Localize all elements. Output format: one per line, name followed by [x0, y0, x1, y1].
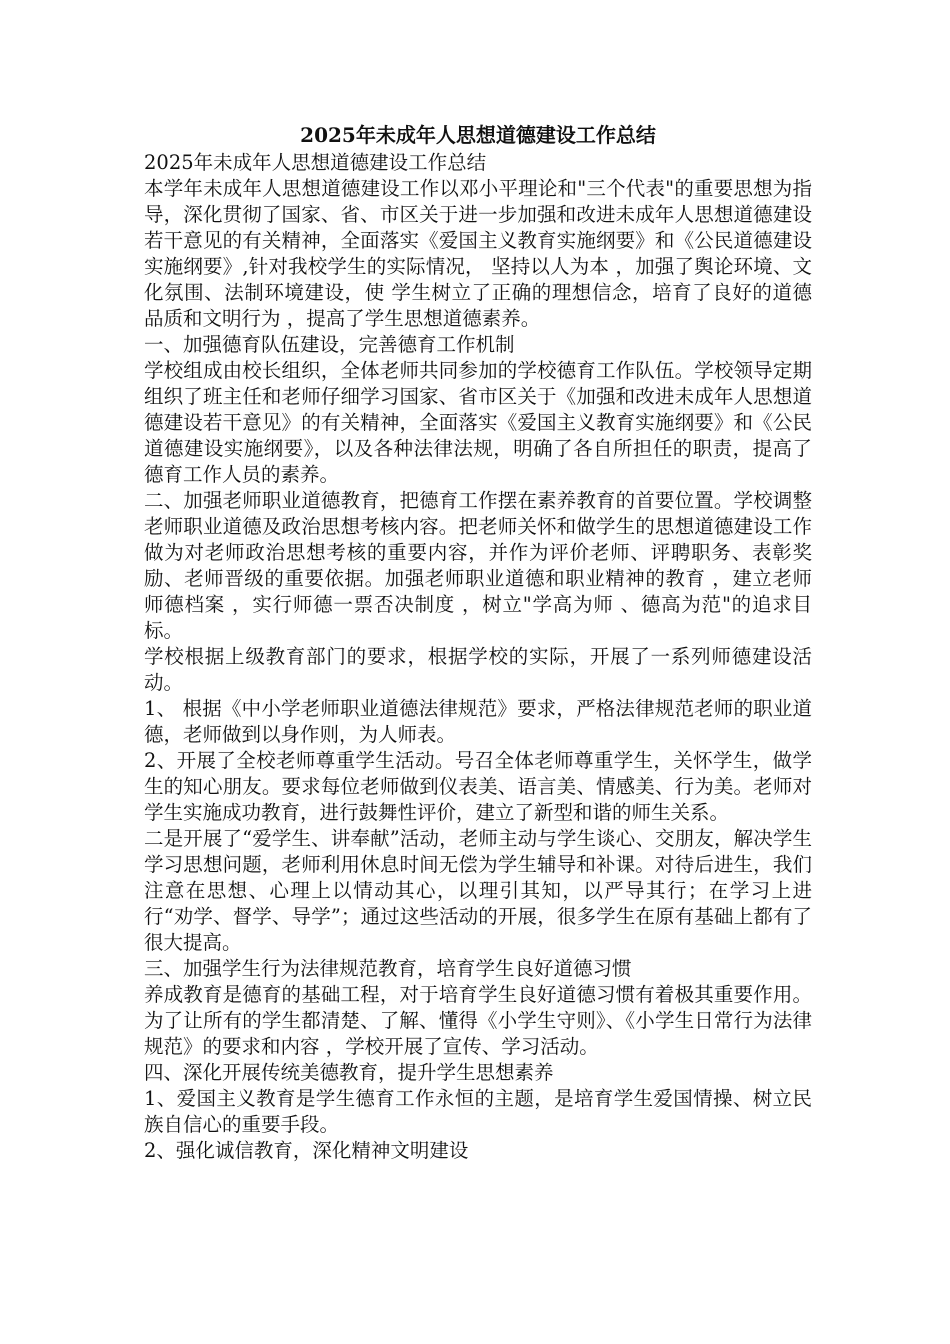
body-paragraph: 学校组成由校长组织，全体老师共同参加的学校德育工作队伍。学校领导定期组织了班主任和老师仔细学习国家、省市区关于《加强和改进未成年人思想道德建设若干意见》的有关精神，全面落实《爱国主义教育实施纲要》和《公民道德建设实施纲要》，以及各种法律法规，明确了各自所担任的职责，提高了德育工作人员的素养。: [144, 359, 812, 486]
list-item-1: 1、爱国主义教育是学生德育工作永恒的主题，是培育学生爱国情操、树立民族自信心的重要手段。: [144, 1087, 812, 1136]
section-heading-4: 四、深化开展传统美德教育，提升学生思想素养: [144, 1061, 554, 1084]
body-paragraph: 二是开展了“爱学生、讲奉献”活动，老师主动与学生谈心、交朋友，解决学生学习思想问题，老师利用休息时间无偿为学生辅导和补课。对待后进生，我们注意在思想、心理上以情动其心，以理引其知，以严导其行；在学习上进行“劝学、督学、导学”；通过这些活动的开展，很多学生在原有基础上都有了很大提高。: [144, 827, 812, 954]
body-paragraph: 学校根据上级教育部门的要求，根据学校的实际，开展了一系列师德建设活动。: [144, 645, 812, 694]
section-heading-2: 二、加强老师职业道德教育，把德育工作摆在素养教育的首要位置。学校调整老师职业道德及政治思想考核内容。把老师关怀和做学生的思想道德建设工作做为对老师政治思想考核的重要内容，并作为评价老师、评聘职务、表彰奖励、老师晋级的重要依据。加强老师职业道德和职业精神的教育 ，建立老师师德档案 ，实行师德一票否决制度 ，树立"学高为师 、德高为范"的追求目标。: [144, 489, 812, 642]
list-item-1: 1、 根据《中小学老师职业道德法律规范》要求，严格法律规范老师的职业道德，老师做到以身作则，为人师表。: [144, 697, 812, 746]
subtitle-paragraph: 2025年未成年人思想道德建设工作总结: [144, 151, 487, 174]
section-heading-3: 三、加强学生行为法律规范教育，培育学生良好道德习惯: [144, 957, 632, 980]
list-item-2: 2、强化诚信教育，深化精神文明建设: [144, 1139, 469, 1162]
list-item-2: 2、开展了全校老师尊重学生活动。号召全体老师尊重学生，关怀学生，做学生的知心朋友。要求每位老师做到仪表美、语言美、情感美、行为美。老师对学生实施成功教育，进行鼓舞性评价，建立了新型和谐的师生关系。: [144, 749, 812, 824]
body-paragraph: 养成教育是德育的基础工程，对于培育学生良好道德习惯有着极其重要作用。为了让所有的学生都清楚、了解、懂得《小学生守则》、《小学生日常行为法律规范》的要求和内容 ，学校开展了宣传、学习活动。: [144, 983, 812, 1058]
document-title: 2025年未成年人思想道德建设工作总结: [300, 123, 656, 147]
document-page: [144, 122, 812, 1164]
section-heading-1: 一、加强德育队伍建设，完善德育工作机制: [144, 333, 515, 356]
intro-paragraph: 本学年未成年人思想道德建设工作以邓小平理论和"三个代表"的重要思想为指导，深化贯彻了国家、省、市区关于进一步加强和改进未成年人思想道德建设若干意见的有关精神，全面落实《爱国主义教育实施纲要》和《公民道德建设实施纲要》,针对我校学生的实际情况， 坚持以人为本 ，加强了舆论环境、文化氛围、法制环境建设，使 学生树立了正确的理想信念，培育了良好的道德品质和文明行为 ，提高了学生思想道德素养。: [144, 177, 812, 330]
